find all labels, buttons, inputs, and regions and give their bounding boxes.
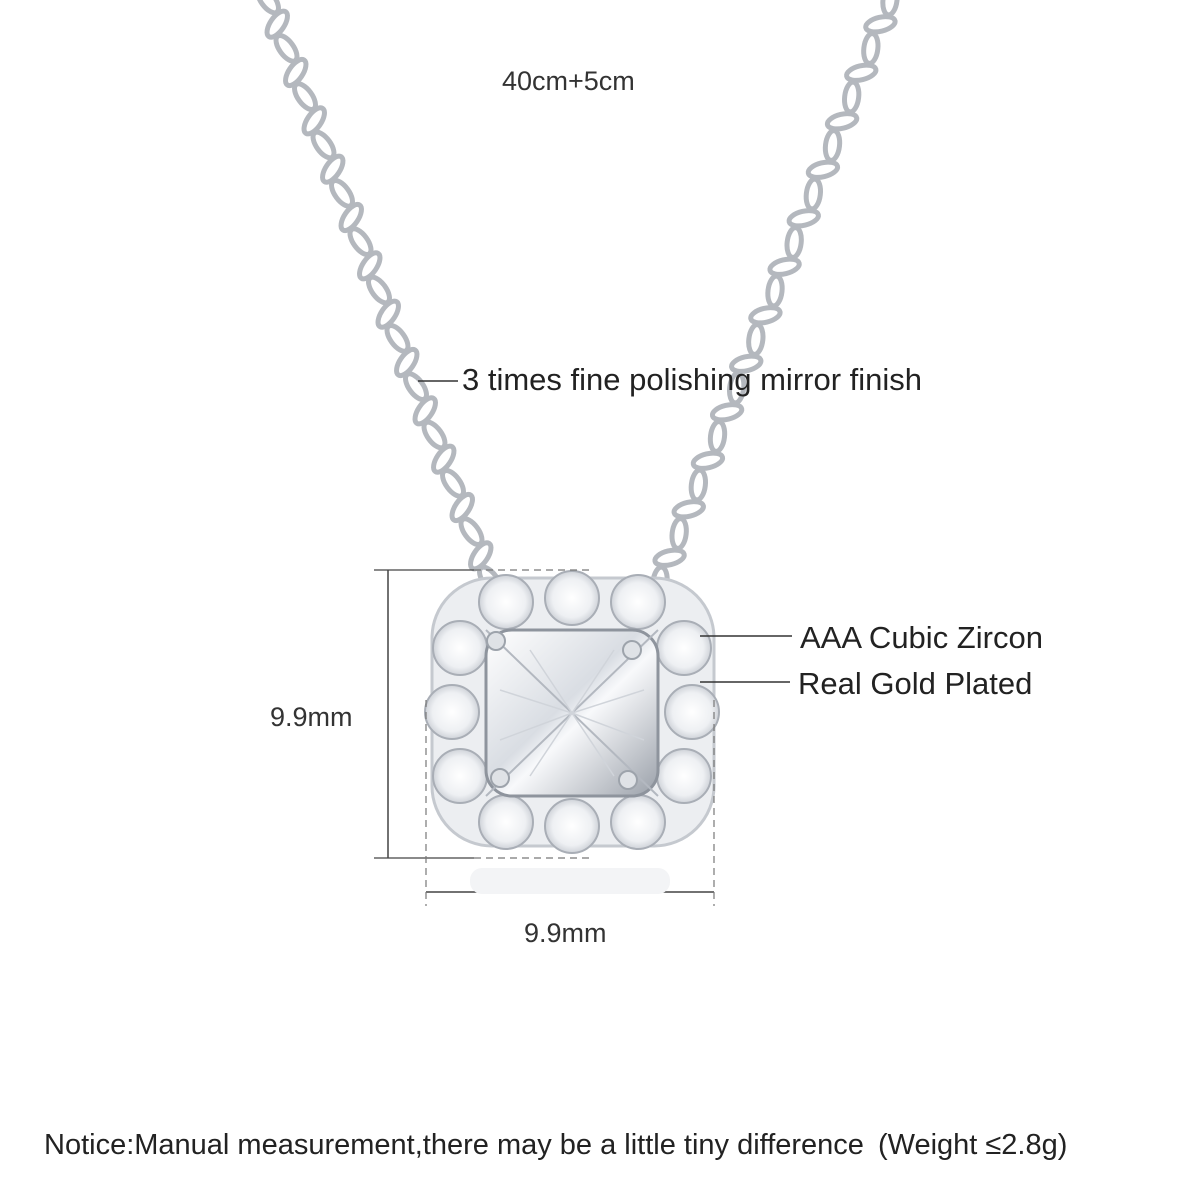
halo-stone — [611, 575, 665, 629]
chain-link — [864, 14, 896, 35]
chain-link — [768, 256, 800, 277]
halo-stone — [657, 749, 711, 803]
notice-weight: (Weight ≤2.8g) — [877, 1129, 1068, 1161]
chain-link — [709, 421, 726, 452]
chain-link — [785, 227, 802, 258]
chain-link — [747, 324, 764, 355]
notice-text — [44, 1131, 1067, 1160]
chain-link — [826, 111, 858, 132]
chain-link — [711, 402, 743, 423]
halo-stone — [545, 799, 599, 853]
chain-link — [881, 0, 898, 16]
chain-right — [651, 0, 898, 598]
zircon-label: AAA Cubic Zircon — [800, 620, 1043, 655]
pendant-reflection — [470, 868, 670, 894]
chain-link — [788, 208, 820, 229]
plating-label: Real Gold Plated — [798, 666, 1033, 701]
chain-link — [749, 305, 781, 326]
chain-link — [692, 450, 724, 471]
height-dimension-label: 9.9mm — [270, 702, 353, 732]
halo-stone — [425, 685, 479, 739]
halo-stone — [657, 621, 711, 675]
halo-stone — [545, 571, 599, 625]
chain-length-label: 40cm+5cm — [502, 66, 635, 96]
polishing-label: 3 times fine polishing mirror finish — [462, 362, 923, 397]
halo-stone — [433, 621, 487, 675]
center-stone — [486, 630, 658, 796]
chain-link — [824, 130, 841, 161]
chain-link — [690, 469, 707, 500]
width-dimension-label: 9.9mm — [524, 918, 607, 948]
chain-link — [843, 81, 860, 112]
chain-link — [653, 547, 685, 568]
chain-link — [862, 33, 879, 64]
halo-stone — [479, 795, 533, 849]
halo-stone — [611, 795, 665, 849]
chain-link — [805, 178, 822, 209]
halo-stone — [479, 575, 533, 629]
chain-left — [254, 0, 505, 596]
chain-link — [766, 275, 783, 306]
chain-link — [845, 62, 877, 83]
halo-stone — [665, 685, 719, 739]
halo-stone — [433, 749, 487, 803]
notice-message: Notice:Manual measurement,there may be a little tiny difference — [44, 1129, 864, 1161]
chain-link — [807, 159, 839, 180]
chain-link — [670, 518, 687, 549]
chain-link — [673, 499, 705, 520]
